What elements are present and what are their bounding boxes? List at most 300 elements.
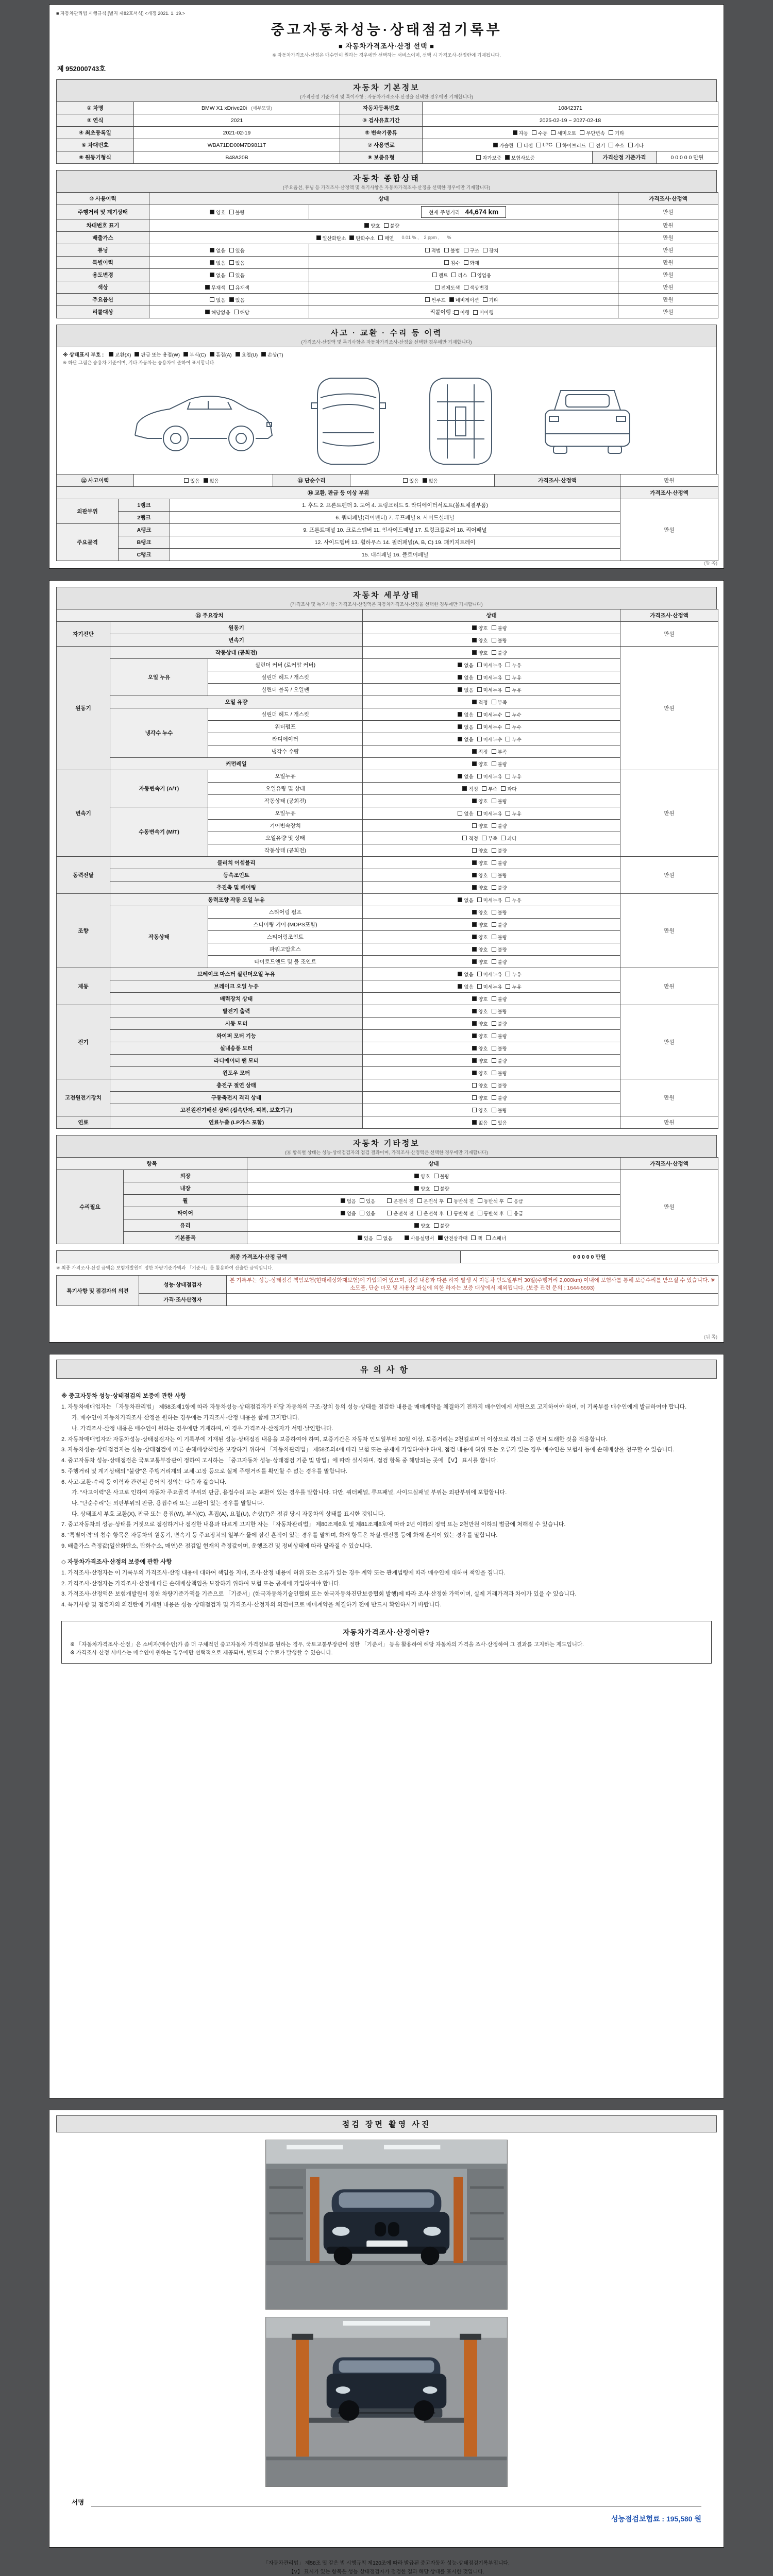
checkbox-unchecked[interactable]: 양호 [472,847,488,854]
header-cell: 발전기 출력 [110,1005,363,1018]
checkbox-checked[interactable]: 없음 [458,711,473,718]
price-survey-info-line: ※ 「자동차가격조사·산정」은 소비자(매수인)가 좀 더 구체적인 중고자동차 가격정보를 원하는 경우, 국토교통부장관이 정한 「기준서」 등을 활용하여 해당 자동차의 가격을 조사·산정하여 그 결과를 고지하는 제도입니다. [70,1641,584,1648]
checkbox-unchecked[interactable]: 디젤 [517,142,533,149]
checkbox-unchecked[interactable]: 불량 [492,760,507,768]
checkbox-icon [358,1235,362,1240]
checkbox-icon [506,687,510,692]
section-basic-subtitle: (가격산정 기준가격 및 특이사항 : 자동차가격조사·산정을 선택한 경우에만 기재합니다) [300,94,473,99]
checkbox-icon [501,836,506,840]
checkbox-unchecked[interactable]: 불량 [492,909,507,916]
checkbox-icon [229,273,234,277]
checkbox-icon [482,786,486,791]
checkbox-icon [492,1095,496,1100]
checkbox-checked[interactable]: 양호 [364,222,380,229]
checkbox-unchecked[interactable]: 미세누유 [477,773,502,780]
checkbox-unchecked[interactable]: 누유 [506,896,521,904]
checkbox-unchecked[interactable]: 불량 [492,1082,507,1089]
table-row [57,549,718,561]
checkbox-unchecked[interactable]: 동반석 후 [478,1210,504,1217]
cell: 워터펌프 [208,721,363,733]
checkbox-unchecked[interactable]: 부족 [492,699,507,706]
checkbox-unchecked[interactable]: 자가보증 [476,154,501,161]
checkbox-unchecked[interactable]: 동반석 전 [447,1210,474,1217]
checkbox-checked[interactable]: 없음 [458,674,473,681]
checkbox-checked[interactable]: 자동 [513,129,528,137]
checkbox-unchecked[interactable]: 누유 [506,674,521,681]
checkbox-checked[interactable]: 양호 [472,1008,488,1015]
signature-row [72,2497,701,2506]
table-row [57,1251,718,1263]
checkbox-unchecked[interactable]: 있음 [360,1210,375,1217]
checkbox-unchecked[interactable]: 불량 [492,649,507,656]
checkbox-unchecked[interactable]: 불량 [492,1057,507,1064]
checkbox-unchecked[interactable]: 적법 [425,247,441,254]
checkbox-unchecked[interactable]: 미세누수 [477,723,502,731]
table-row [57,524,718,536]
cell [363,832,620,844]
checkbox-unchecked[interactable]: 색상변경 [464,284,489,291]
checkbox-unchecked[interactable]: 양호 [472,1107,488,1114]
checkbox-unchecked[interactable]: 양호 [472,822,488,829]
checkbox-unchecked[interactable]: 불량 [492,884,507,891]
checkbox-icon [472,1046,477,1050]
checkbox-checked[interactable]: 없음 [341,1210,356,1217]
cell: BMW X1 xDrive20i (세부모델) [134,102,340,114]
header-cell: 브레이크 마스터 실린더오일 누유 [110,968,363,980]
checkbox-checked[interactable]: 없음 [458,773,473,780]
checkbox-unchecked[interactable]: 불량 [492,859,507,867]
table-row [57,622,718,634]
checkbox-unchecked[interactable]: 불량 [434,1173,449,1180]
checkbox-unchecked[interactable]: 누수 [506,711,521,718]
checkbox-checked[interactable]: 양호 [472,1020,488,1027]
signature-line[interactable] [91,2498,701,2506]
checkbox-checked[interactable]: 없음 [458,662,473,669]
table-row [57,1207,718,1219]
checkbox-checked[interactable]: 없음 [458,896,473,904]
checkbox-unchecked[interactable]: 미이행 [473,309,494,316]
checkbox-checked[interactable]: 부식(C) [183,351,206,358]
checkbox-icon [483,297,488,302]
checkbox-unchecked[interactable]: 불량 [492,1107,507,1114]
checkbox-unchecked[interactable]: 불법 [444,247,460,254]
checkbox-checked[interactable]: 양호 [472,909,488,916]
checkbox-unchecked[interactable]: 불량 [492,637,507,644]
checkbox-unchecked[interactable]: 미세누유 [477,686,502,693]
checkbox-icon [477,675,482,680]
checkbox-unchecked[interactable]: 구조 [464,247,479,254]
notice-item: 가. “사고이력”은 사고로 인하여 자동차 주요골격 부위의 판금, 용접수리 또는 교환이 있는 경우를 말합니다. 다만, 쿼터패널, 루프패널, 사이드실패널 부위는 외판부위에 포함합니다. [72,1489,507,1496]
checkbox-unchecked[interactable]: 화재 [464,259,479,266]
car-diagram-underbody-view [416,371,505,469]
checkbox-checked[interactable]: 일산화탄소 [316,234,346,242]
checkbox-checked[interactable]: 양호 [472,921,488,928]
checkbox-checked[interactable]: 적정 [472,699,488,706]
checkbox-checked[interactable]: 있음 [358,1234,373,1242]
checkbox-unchecked[interactable]: 불량 [434,1185,449,1192]
checkbox-checked[interactable]: 없음 [210,247,225,254]
checkbox-checked[interactable]: 없음 [210,272,225,279]
checkbox-unchecked[interactable]: 수소 [609,142,624,149]
checkbox-icon [532,130,536,135]
checkbox-checked[interactable]: 양호 [210,209,225,216]
checkbox-checked[interactable]: 판금 또는 용접(W) [135,351,180,358]
checkbox-unchecked[interactable]: 누유 [506,810,521,817]
checkbox-unchecked[interactable]: 있음 [229,247,245,254]
checkbox-icon [204,478,208,483]
checkbox-checked[interactable]: 없음 [458,723,473,731]
checkbox-unchecked[interactable]: 누유 [506,686,521,693]
checkbox-checked[interactable]: 양호 [472,884,488,891]
car-diagrams [63,368,710,470]
checkbox-checked[interactable]: 네비게이션 [449,296,479,303]
checkbox-unchecked[interactable]: 미세누유 [477,662,502,669]
checkbox-unchecked[interactable]: 전체도색 [435,284,460,291]
checkbox-icon [472,823,477,828]
checkbox-icon [360,1198,364,1203]
checkbox-icon [462,786,467,791]
checkbox-icon [551,130,556,135]
checkbox-unchecked[interactable]: 장치 [483,247,498,254]
cell [363,869,620,882]
checkbox-unchecked[interactable]: 있음 [403,477,418,484]
checkbox-icon [477,811,482,816]
header-cell: 배력장치 상태 [110,993,363,1005]
cell: 실린더 블록 / 오일팬 [208,684,363,696]
checkbox-unchecked[interactable]: 렌트 [432,272,448,279]
checkbox-unchecked[interactable]: 불량 [492,946,507,953]
cell [309,257,618,269]
header-cell: 자기진단 [57,622,110,647]
signature-label: 서명 [72,2499,85,2506]
checkbox-checked[interactable]: 양호 [414,1222,430,1229]
checkbox-unchecked[interactable]: 불량 [492,798,507,805]
checkbox-icon [482,836,486,840]
checkbox-unchecked[interactable]: LPG [536,142,552,148]
checkbox-checked[interactable]: 안전삼각대 [438,1234,468,1242]
detail-state-table [56,609,718,1129]
checkbox-unchecked[interactable]: 누유 [506,971,521,978]
checkbox-unchecked[interactable]: 누유 [506,773,521,780]
checkbox-unchecked[interactable]: 운전석 전 [387,1197,413,1205]
checkbox-icon [478,1198,482,1203]
checkbox-icon [210,273,214,277]
checkbox-checked[interactable]: 사용설명서 [405,1234,434,1242]
checkbox-unchecked[interactable]: 누유 [506,662,521,669]
checkbox-unchecked[interactable]: 세미오토 [551,129,576,137]
checkbox-checked[interactable]: 손상(T) [261,351,283,358]
checkbox-checked[interactable]: 양호 [472,1057,488,1064]
checkbox-unchecked[interactable]: 과다 [501,785,516,792]
cell [363,795,620,807]
cell: 12. 사이드멤버 13. 휠하우스 14. 필러패널(A, B, C) 19. 패키지트레이 [170,536,620,549]
cell: 만원 [620,1116,718,1129]
checkbox-unchecked[interactable]: 누유 [506,983,521,990]
checkbox-unchecked[interactable]: 기타 [628,142,644,149]
cell: 만원 [618,269,718,281]
checkbox-checked[interactable]: 없음 [423,477,438,484]
checkbox-checked[interactable]: 양호 [414,1185,430,1192]
checkbox-unchecked[interactable]: 불량 [492,1045,507,1052]
checkbox-checked[interactable]: 없음 [458,686,473,693]
checkbox-unchecked[interactable]: 운전석 전 [387,1210,413,1217]
cell: 0 0 0 0 0 만원 [461,1251,718,1263]
cell: 라디에이터 [208,733,363,745]
table-row [57,894,718,906]
checkbox-checked[interactable]: 양호 [472,946,488,953]
checkbox-unchecked[interactable]: 불량 [492,847,507,854]
header-cell: 특기사항 및 점검자의 의견 [57,1276,139,1306]
checkbox-icon [477,774,482,778]
checkbox-checked[interactable]: 양호 [414,1173,430,1180]
table-row [57,474,718,487]
checkbox-unchecked[interactable]: 이행 [454,309,469,316]
checkbox-unchecked[interactable]: 누수 [506,723,521,731]
checkbox-icon [477,737,482,741]
checkbox-checked[interactable]: 양호 [472,1032,488,1040]
checkbox-checked[interactable]: 양호 [472,872,488,879]
notice-item: 1. 자동차매매업자는 「자동차관리법」 제58조제1항에 따라 자동차성능·상태점검자가 해당 자동차의 구조·장치 등의 성능·상태를 점검한 내용을 매매계약을 체결하기 전까지 매수인에게 서면으로 고지하여야 하며, 이 기록부를 매수인에게 발급하여야 합니다. [61,1404,687,1411]
checkbox-unchecked[interactable]: 기타 [609,129,624,137]
checkbox-icon [472,638,477,642]
cell [363,919,620,931]
checkbox-checked[interactable]: 없음 [204,477,219,484]
checkbox-checked[interactable]: 없음 [458,736,473,743]
checkbox-checked[interactable]: 없음 [472,1119,488,1126]
checkbox-checked[interactable]: 양호 [472,624,488,632]
checkbox-icon [183,352,188,357]
checkbox-icon [492,922,496,927]
checkbox-unchecked[interactable]: 불량 [492,934,507,941]
table-row [57,269,718,281]
checkbox-icon [486,1235,491,1240]
cell: 만원 [620,622,718,647]
table-row [57,1294,718,1306]
checkbox-unchecked[interactable]: 있음 [184,477,199,484]
checkbox-unchecked[interactable]: 스패너 [486,1234,507,1242]
checkbox-unchecked[interactable]: 불량 [492,822,507,829]
checkbox-checked[interactable]: 양호 [472,958,488,965]
checkbox-unchecked[interactable]: 미세누유 [477,810,502,817]
checkbox-unchecked[interactable]: 있음 [229,259,245,266]
checkbox-checked[interactable]: 없음 [210,259,225,266]
checkbox-checked[interactable]: 없음 [458,983,473,990]
checkbox-unchecked[interactable]: 응급 [508,1210,523,1217]
checkbox-checked[interactable]: 있음 [229,296,245,303]
checkbox-icon [444,248,449,252]
panel-photos [49,2110,724,2548]
checkbox-unchecked[interactable]: 매연 [378,234,394,242]
checkbox-unchecked[interactable]: 없음 [458,810,473,817]
checkbox-icon [492,1071,496,1075]
checkbox-icon [506,811,510,816]
checkbox-unchecked[interactable]: 미세누유 [477,674,502,681]
checkbox-icon [471,1235,476,1240]
car-diagram-rear-view [529,371,647,469]
checkbox-checked[interactable]: 가솔린 [493,142,514,149]
header-cell: 시동 모터 [110,1018,363,1030]
checkbox-checked[interactable]: 교환(X) [109,351,131,358]
checkbox-checked[interactable]: 요철(U) [236,351,258,358]
checkbox-checked[interactable]: 양호 [472,859,488,867]
checkbox-icon [472,1009,477,1013]
checkbox-unchecked[interactable]: 미세누유 [477,971,502,978]
checkbox-icon [403,478,408,483]
notice-item: 6. 사고·교환·수리 등 이력과 관련된 용어의 정의는 다음과 같습니다. [61,1479,227,1485]
checkbox-checked[interactable]: 없음 [458,971,473,978]
checkbox-icon [492,1108,496,1112]
checkbox-unchecked[interactable]: 유채색 [229,284,250,291]
checkbox-icon [464,260,468,265]
checkbox-unchecked[interactable]: 동반석 후 [478,1197,504,1205]
checkbox-unchecked[interactable]: 있음 [492,1119,507,1126]
header-cell: 작동상태 (공회전) [110,647,363,659]
notice-item: 7. 중고자동차의 성능·상태를 거짓으로 점검하거나 점검한 내용과 다르게 고지한 자는 「자동차관리법」 제80조제6호 및 제81조제8호에 따라 2년 이하의 징역 또는 2천만원 이하의 벌금에 처해질 수 있습니다. [61,1521,566,1528]
cell: 실린더 커버 (로커암 커버) [208,659,363,671]
checkbox-unchecked[interactable]: 미세누유 [477,983,502,990]
cell [247,1219,620,1232]
checkbox-unchecked[interactable]: 없음 [377,1234,392,1242]
cell [149,281,309,294]
page-side-mark-front: (앞 쪽) [704,561,717,566]
checkbox-unchecked[interactable]: 불량 [492,624,507,632]
checkbox-unchecked[interactable]: 불량 [492,1070,507,1077]
table-row [57,906,718,919]
cell: 1. 후드 2. 프론트펜더 3. 도어 4. 트렁크리드 5. 라디에이터서포트(볼트체결부품) [170,499,620,512]
cell [363,807,620,820]
checkbox-unchecked[interactable]: 불량 [492,872,507,879]
checkbox-unchecked[interactable]: 전기 [590,142,605,149]
checkbox-unchecked[interactable]: 미세누수 [477,711,502,718]
notice-item: 4. 특기사항 및 점검자의 의견란에 기재된 내용은 성능·상태점검자 및 가격조사·산정자의 의견이므로 매매계약을 체결하기 전에 반드시 확인하시기 바랍니다. [61,1602,442,1608]
checkbox-unchecked[interactable]: 침수 [444,259,460,266]
checkbox-checked[interactable]: 탄화수소 [349,234,375,242]
checkbox-unchecked[interactable]: 응급 [508,1197,523,1205]
cell [134,474,273,487]
table-row [57,857,718,869]
cell [363,894,620,906]
checkbox-icon [449,297,454,302]
checkbox-unchecked[interactable]: 영업용 [471,272,492,279]
checkbox-icon [492,885,496,890]
checkbox-checked[interactable]: 양호 [472,798,488,805]
checkbox-icon [493,143,498,147]
checkbox-unchecked[interactable]: 리스 [451,272,467,279]
panel-notices [49,1354,724,2098]
header-cell: ⑦ 사용연료 [340,139,423,151]
checkbox-icon [423,478,427,483]
checkbox-unchecked[interactable]: 운전석 후 [417,1210,444,1217]
checkbox-unchecked[interactable]: 썬루프 [425,296,446,303]
table-row [57,968,718,980]
header-cell: 실내송풍 모터 [110,1042,363,1055]
checkbox-icon [341,1211,345,1215]
checkbox-unchecked[interactable]: 과다 [501,835,516,842]
cell [363,1104,620,1116]
checkbox-unchecked[interactable]: 하이브리드 [556,142,586,149]
checkbox-unchecked[interactable]: 불량 [434,1222,449,1229]
checkbox-checked[interactable]: 양호 [472,649,488,656]
checkbox-unchecked[interactable]: 불량 [492,921,507,928]
checkbox-icon [477,897,482,902]
cell [309,281,618,294]
checkbox-icon [458,663,462,667]
checkbox-unchecked[interactable]: 불량 [492,958,507,965]
checkbox-icon [229,248,234,252]
checkbox-unchecked[interactable]: 불량 [492,1094,507,1101]
checkbox-unchecked[interactable]: 기타 [483,296,498,303]
checkbox-unchecked[interactable]: 있음 [229,272,245,279]
checkbox-unchecked[interactable]: 양호 [472,1082,488,1089]
checkbox-icon [210,248,214,252]
checkbox-unchecked[interactable]: 적정 [462,835,478,842]
checkbox-unchecked[interactable]: 불량 [384,222,399,229]
checkbox-checked[interactable]: 흠집(A) [210,351,232,358]
cell: 실린더 헤드 / 개스킷 [208,708,363,721]
checkbox-unchecked[interactable]: 부족 [482,785,497,792]
notice-item: 5. 주행거리 및 계기상태의 “불량”은 주행거리계의 교체·고장 등으로 실제 주행거리를 확인할 수 없는 경우를 말합니다. [61,1468,347,1475]
checkbox-unchecked[interactable]: 부족 [492,748,507,755]
cell: 10842371 [423,102,718,114]
checkbox-unchecked[interactable]: 있음 [360,1197,375,1205]
checkbox-checked[interactable]: 적정 [462,785,478,792]
footer-line: 【V】 표시가 있는 항목은 성능·상태점검자가 점검한 결과 해당 상태를 표시한 것입니다. [289,2569,484,2575]
checkbox-unchecked[interactable]: 동반석 전 [447,1197,474,1205]
checkbox-unchecked[interactable]: 누수 [506,736,521,743]
checkbox-unchecked[interactable]: 불량 [492,1020,507,1027]
checkbox-unchecked[interactable]: 운전석 후 [417,1197,444,1205]
checkbox-checked[interactable]: 양호 [472,934,488,941]
checkbox-checked[interactable]: 양호 [472,760,488,768]
checkbox-unchecked[interactable]: 잭 [471,1234,482,1242]
checkbox-checked[interactable]: 무채색 [205,284,226,291]
header-cell: 수리필요 [57,1170,124,1244]
checkbox-icon [458,687,462,692]
checkbox-icon [506,724,510,729]
checkbox-unchecked[interactable]: 미세누유 [477,896,502,904]
checkbox-unchecked[interactable]: 불량 [492,1008,507,1015]
checkbox-unchecked[interactable]: 무단변속 [580,129,605,137]
checkbox-icon [471,273,476,277]
cell [350,474,495,487]
header-cell: 튜닝 [57,244,149,257]
checkbox-unchecked[interactable]: 부족 [482,835,497,842]
table-row [57,306,718,318]
checkbox-checked[interactable]: 보험사보증 [505,154,535,161]
checkbox-unchecked[interactable]: 수동 [532,129,547,137]
checkbox-unchecked[interactable]: 미세누수 [477,736,502,743]
checkbox-unchecked[interactable]: 해당 [234,309,249,316]
checkbox-unchecked[interactable]: 없음 [210,296,225,303]
checkbox-unchecked[interactable]: 양호 [472,1094,488,1101]
checkbox-icon [417,1211,422,1215]
checkbox-checked[interactable]: 양호 [472,637,488,644]
checkbox-unchecked[interactable]: 불량 [492,995,507,1003]
table-row [57,1042,718,1055]
cell: 만원 [618,219,718,232]
checkbox-unchecked[interactable]: 불량 [229,209,245,216]
checkbox-icon [472,996,477,1001]
checkbox-checked[interactable]: 양호 [472,1070,488,1077]
checkbox-checked[interactable]: 없음 [341,1197,356,1205]
checkbox-checked[interactable]: 해당없음 [205,309,230,316]
checkbox-checked[interactable]: 적정 [472,748,488,755]
checkbox-checked[interactable]: 양호 [472,995,488,1003]
checkbox-checked[interactable]: 양호 [472,1045,488,1052]
cell: 만원 [620,474,718,487]
checkbox-unchecked[interactable]: 불량 [492,1032,507,1040]
checkbox-icon [425,297,430,302]
